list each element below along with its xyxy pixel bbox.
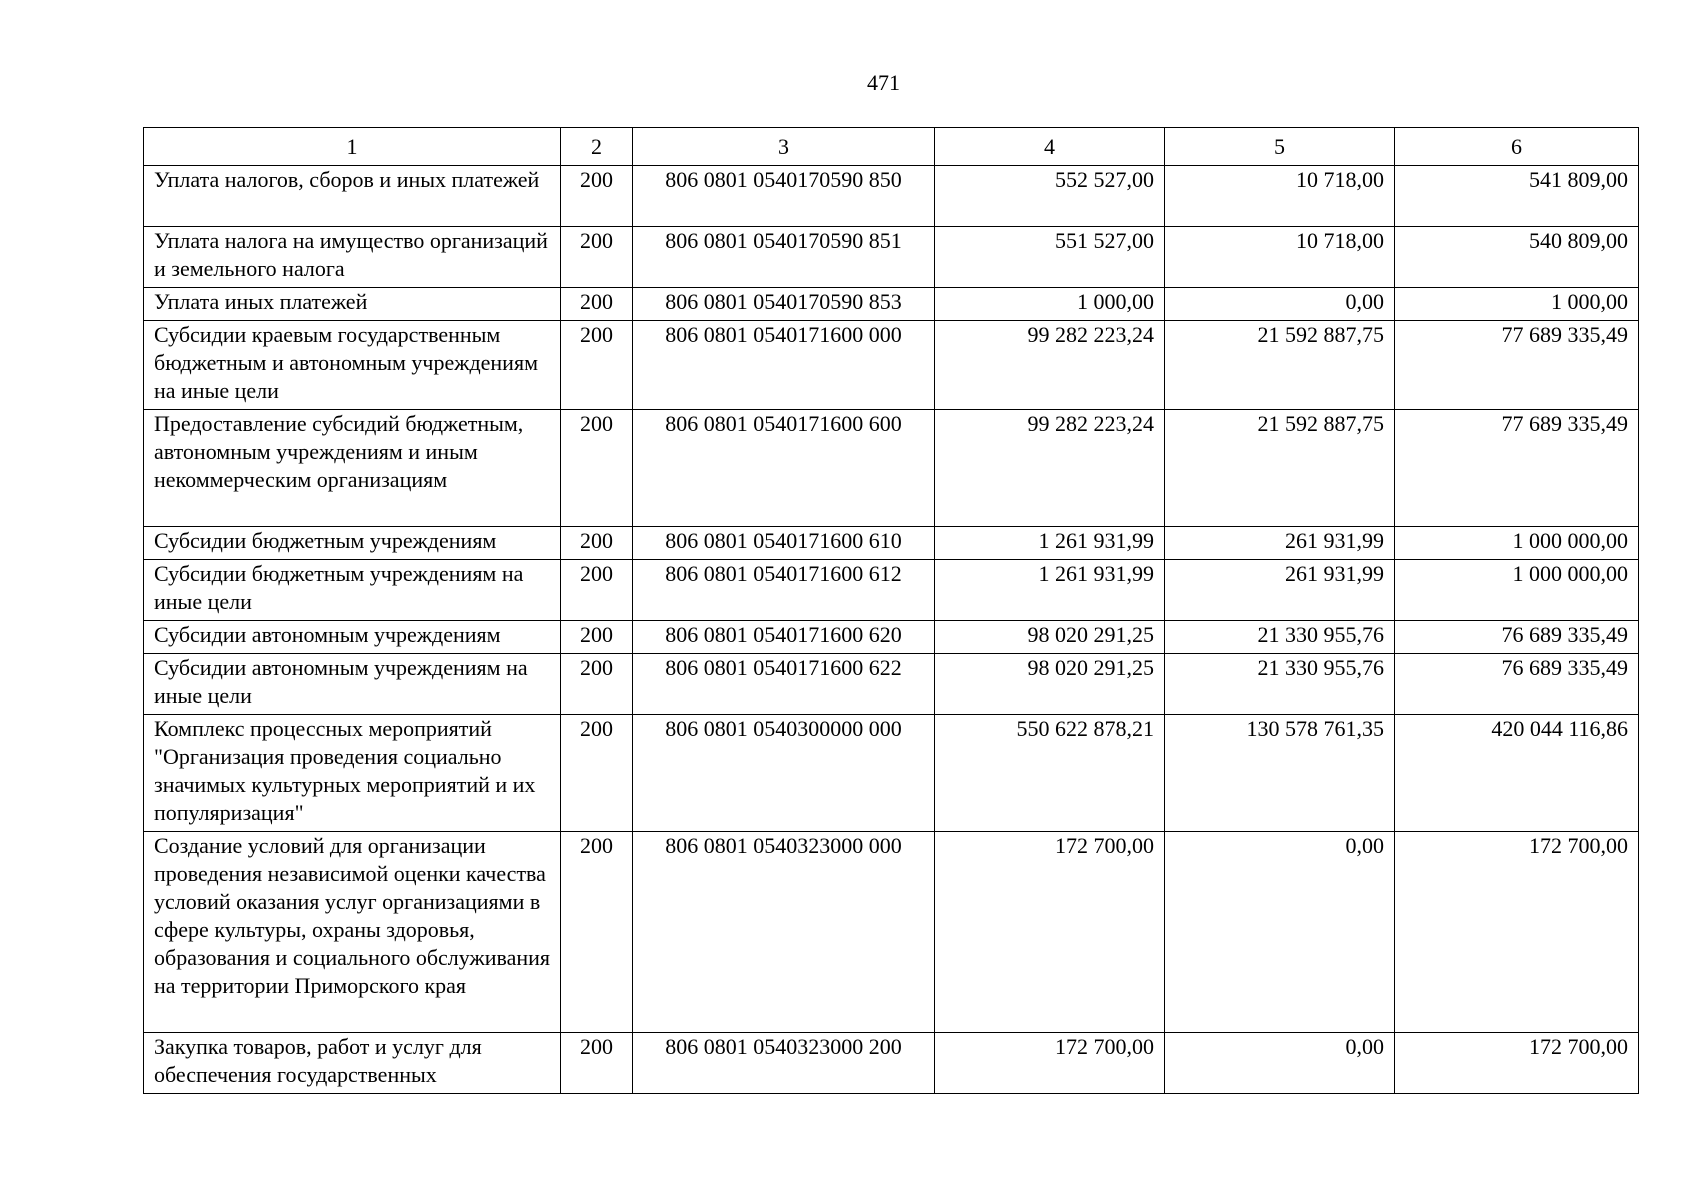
row-value-5: 10 718,00 [1165, 166, 1395, 227]
row-value-5: 10 718,00 [1165, 227, 1395, 288]
row-value-4: 172 700,00 [935, 832, 1165, 1033]
table-row [144, 715, 1639, 832]
row-name: Предоставление субсидий бюджетным, автономным учреждениям и иным некоммерческим организациям [144, 410, 561, 527]
row-name: Субсидии краевым государственным бюджетным и автономным учреждениям на иные цели [144, 321, 561, 410]
row-value-4: 551 527,00 [935, 227, 1165, 288]
row-value-6: 1 000 000,00 [1395, 527, 1639, 560]
row-kbk: 806 0801 0540171600 000 [633, 321, 935, 410]
row-value-6: 540 809,00 [1395, 227, 1639, 288]
row-value-4: 99 282 223,24 [935, 321, 1165, 410]
row-code: 200 [561, 527, 633, 560]
row-kbk: 806 0801 0540170590 851 [633, 227, 935, 288]
row-value-4: 98 020 291,25 [935, 621, 1165, 654]
row-value-4: 1 261 931,99 [935, 560, 1165, 621]
row-value-4: 98 020 291,25 [935, 654, 1165, 715]
row-value-4: 99 282 223,24 [935, 410, 1165, 527]
row-name: Уплата налогов, сборов и иных платежей [144, 166, 561, 227]
row-value-6: 541 809,00 [1395, 166, 1639, 227]
row-name: Субсидии автономным учреждениям [144, 621, 561, 654]
row-value-6: 1 000,00 [1395, 288, 1639, 321]
row-value-6: 76 689 335,49 [1395, 621, 1639, 654]
row-value-6: 76 689 335,49 [1395, 654, 1639, 715]
row-value-5: 130 578 761,35 [1165, 715, 1395, 832]
row-name: Уплата иных платежей [144, 288, 561, 321]
row-value-4: 172 700,00 [935, 1033, 1165, 1094]
row-code: 200 [561, 560, 633, 621]
table-row [144, 321, 1639, 410]
row-code: 200 [561, 654, 633, 715]
row-value-5: 21 330 955,76 [1165, 621, 1395, 654]
row-code: 200 [561, 227, 633, 288]
row-kbk: 806 0801 0540171600 620 [633, 621, 935, 654]
table-row [144, 410, 1639, 527]
row-name: Субсидии бюджетным учреждениям [144, 527, 561, 560]
table-row [144, 560, 1639, 621]
row-code: 200 [561, 1033, 633, 1094]
row-value-6: 172 700,00 [1395, 1033, 1639, 1094]
row-value-5: 0,00 [1165, 832, 1395, 1033]
row-value-5: 261 931,99 [1165, 527, 1395, 560]
row-value-4: 550 622 878,21 [935, 715, 1165, 832]
table-row [144, 621, 1639, 654]
column-header: 5 [1165, 128, 1395, 166]
table-row [144, 227, 1639, 288]
row-code: 200 [561, 321, 633, 410]
row-value-5: 0,00 [1165, 288, 1395, 321]
row-name: Субсидии бюджетным учреждениям на иные цели [144, 560, 561, 621]
row-kbk: 806 0801 0540171600 600 [633, 410, 935, 527]
row-name: Комплекс процессных мероприятий "Организация проведения социально значимых культурных мероприятий и их популяризация" [144, 715, 561, 832]
column-header: 2 [561, 128, 633, 166]
column-number-row [144, 128, 1639, 166]
table-row [144, 527, 1639, 560]
row-kbk: 806 0801 0540323000 200 [633, 1033, 935, 1094]
row-value-4: 1 000,00 [935, 288, 1165, 321]
row-value-6: 172 700,00 [1395, 832, 1639, 1033]
row-value-5: 21 330 955,76 [1165, 654, 1395, 715]
row-value-6: 420 044 116,86 [1395, 715, 1639, 832]
column-header: 4 [935, 128, 1165, 166]
row-name: Создание условий для организации проведения независимой оценки качества условий оказания услуг организациями в сфере культуры, охраны здоровья, образования и социального обслуживания на территории Приморского края [144, 832, 561, 1033]
row-code: 200 [561, 621, 633, 654]
row-value-4: 552 527,00 [935, 166, 1165, 227]
column-header: 1 [144, 128, 561, 166]
row-value-5: 21 592 887,75 [1165, 321, 1395, 410]
row-code: 200 [561, 166, 633, 227]
row-code: 200 [561, 288, 633, 321]
row-value-4: 1 261 931,99 [935, 527, 1165, 560]
row-kbk: 806 0801 0540171600 610 [633, 527, 935, 560]
row-kbk: 806 0801 0540170590 853 [633, 288, 935, 321]
row-kbk: 806 0801 0540170590 850 [633, 166, 935, 227]
row-name: Закупка товаров, работ и услуг для обеспечения государственных [144, 1033, 561, 1094]
row-value-5: 0,00 [1165, 1033, 1395, 1094]
budget-table [143, 127, 1639, 1094]
column-header: 6 [1395, 128, 1639, 166]
table-row [144, 288, 1639, 321]
page-number: 471 [867, 70, 900, 95]
table-row [144, 1033, 1639, 1094]
row-value-6: 1 000 000,00 [1395, 560, 1639, 621]
row-kbk: 806 0801 0540300000 000 [633, 715, 935, 832]
table-row [144, 654, 1639, 715]
row-value-5: 21 592 887,75 [1165, 410, 1395, 527]
table-row [144, 166, 1639, 227]
row-kbk: 806 0801 0540323000 000 [633, 832, 935, 1033]
row-kbk: 806 0801 0540171600 612 [633, 560, 935, 621]
row-kbk: 806 0801 0540171600 622 [633, 654, 935, 715]
row-value-6: 77 689 335,49 [1395, 321, 1639, 410]
row-code: 200 [561, 410, 633, 527]
row-code: 200 [561, 715, 633, 832]
table-row [144, 832, 1639, 1033]
row-value-5: 261 931,99 [1165, 560, 1395, 621]
row-name: Уплата налога на имущество организаций и земельного налога [144, 227, 561, 288]
column-header: 3 [633, 128, 935, 166]
row-name: Субсидии автономным учреждениям на иные цели [144, 654, 561, 715]
row-value-6: 77 689 335,49 [1395, 410, 1639, 527]
row-code: 200 [561, 832, 633, 1033]
